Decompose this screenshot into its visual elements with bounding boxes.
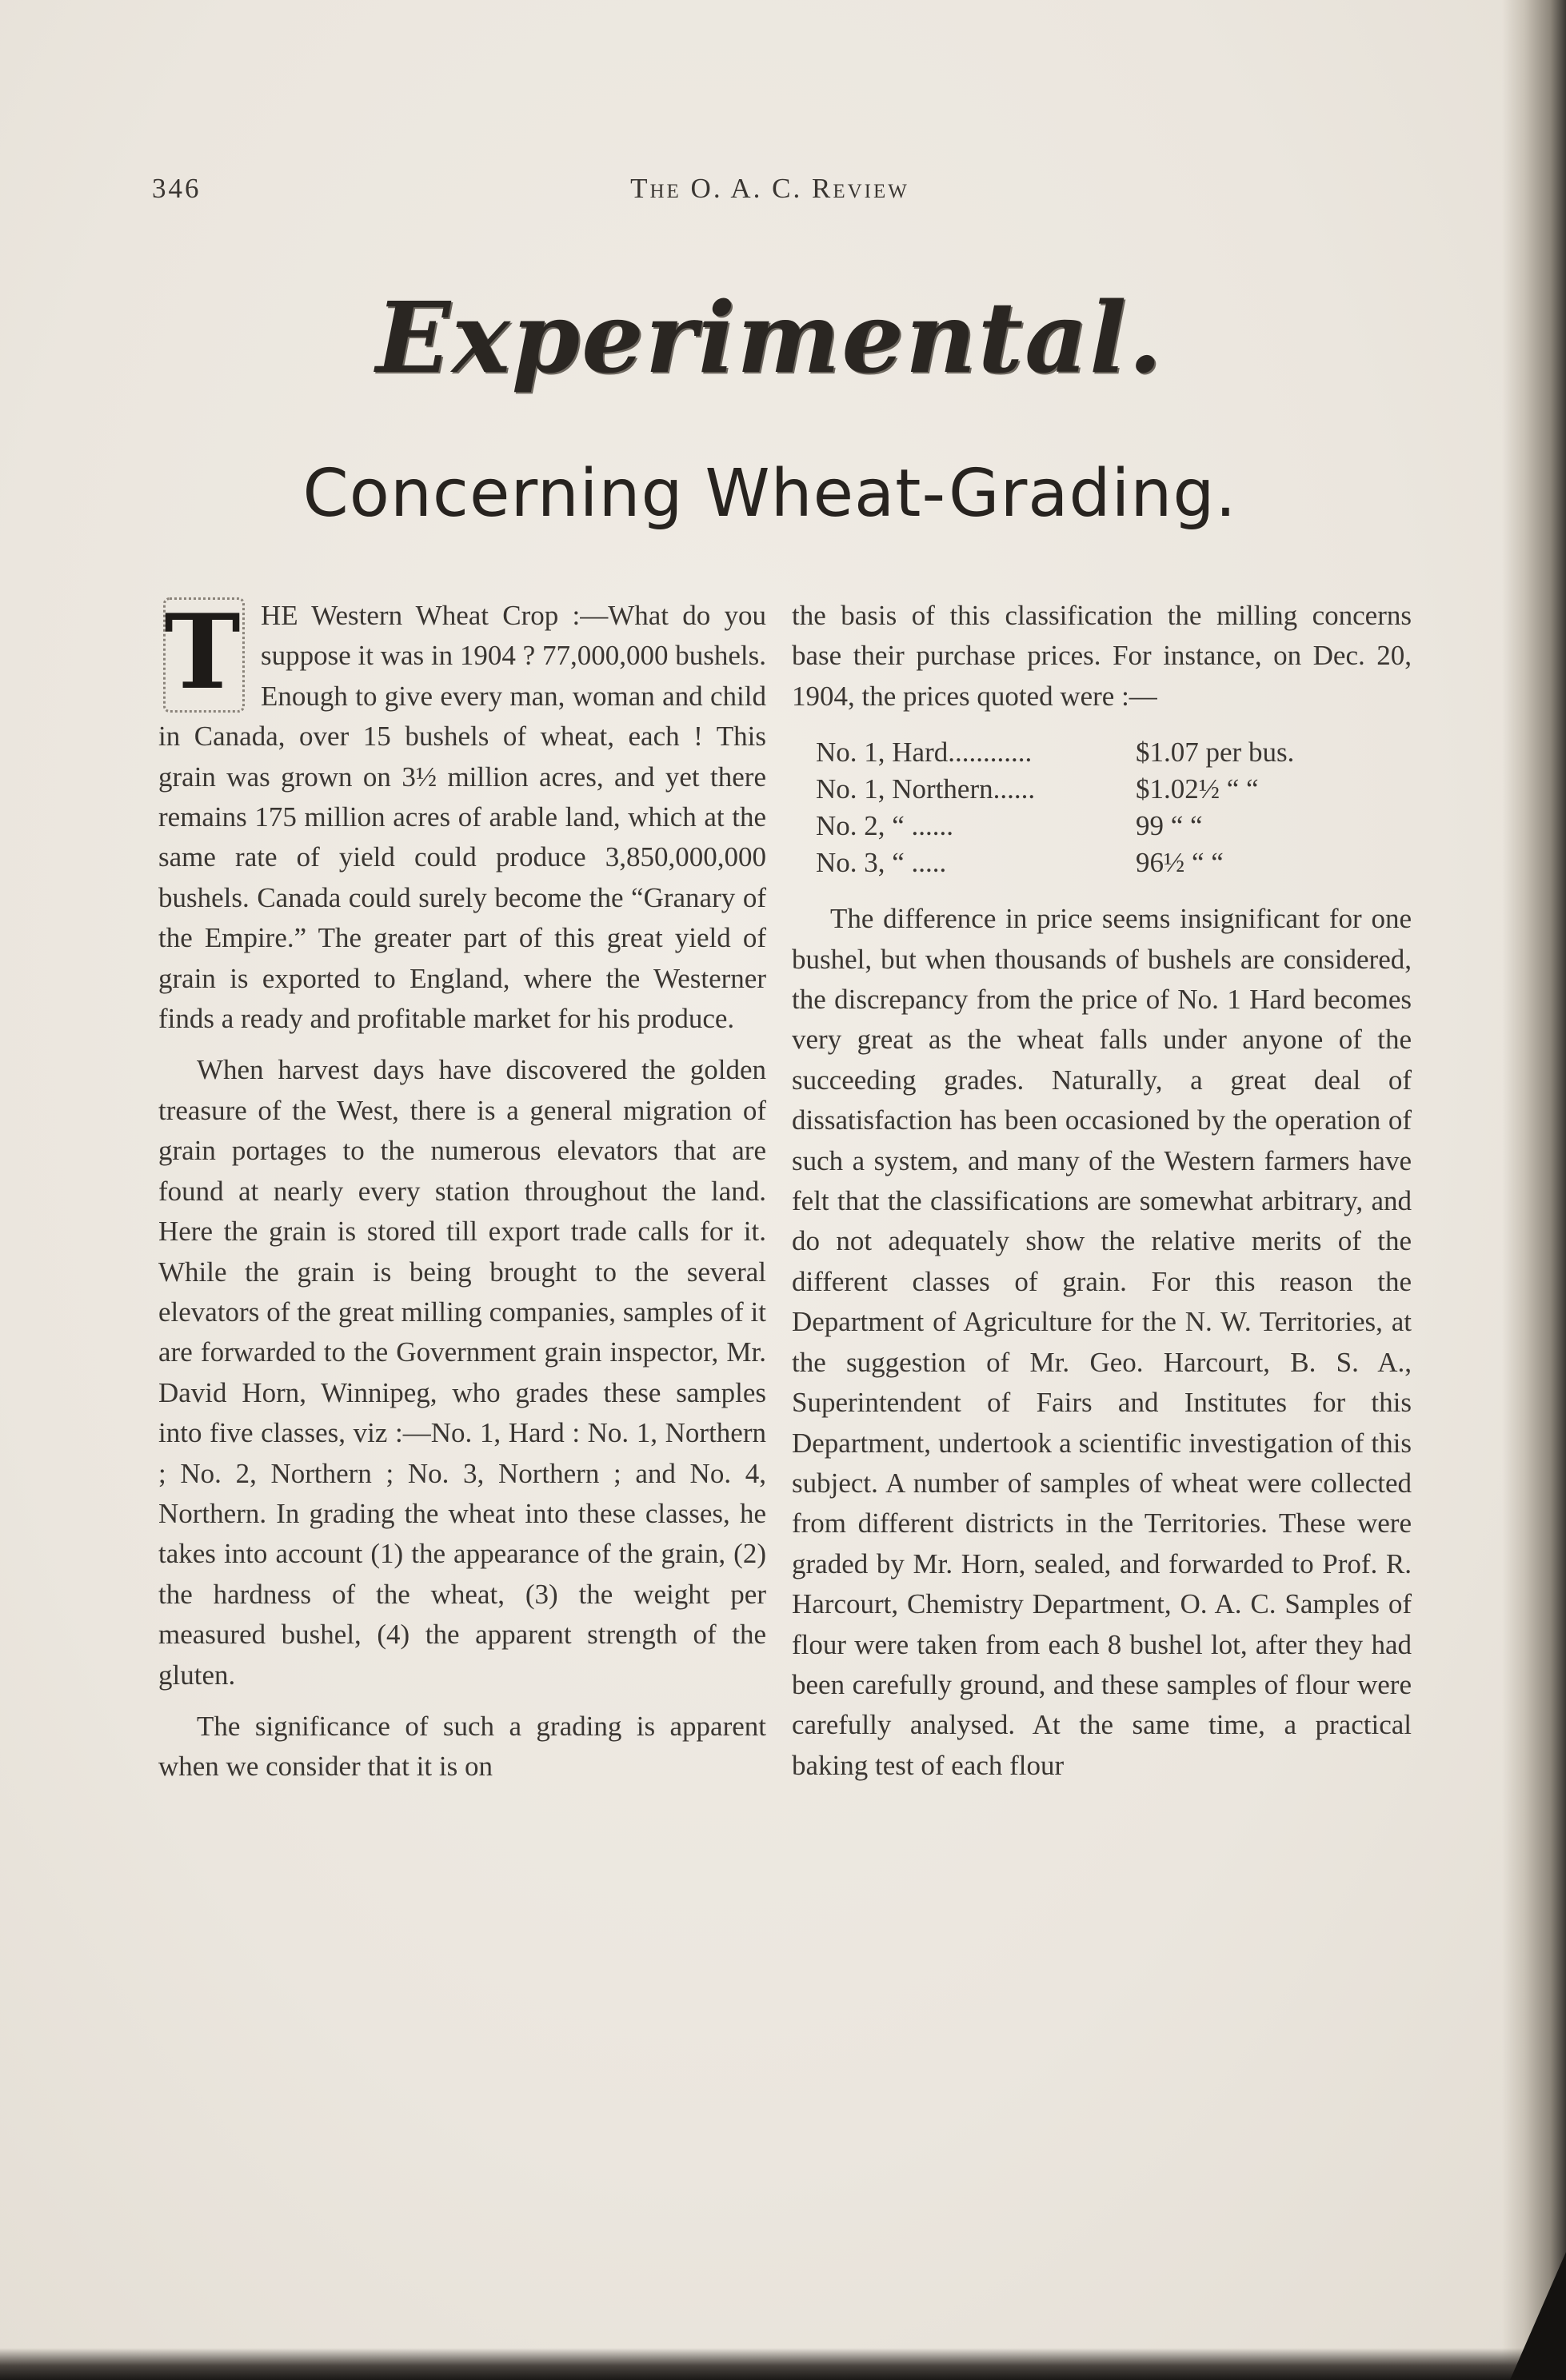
grade-cell: No. 3, “ .....: [816, 847, 947, 879]
table-row: [816, 845, 1376, 881]
journal-title: The O. A. C. Review: [630, 173, 909, 204]
page-corner-shadow: [1510, 2252, 1566, 2380]
running-head: [152, 173, 1388, 213]
price-table: [816, 734, 1376, 881]
price-cell: $1.02½ “ “: [1136, 773, 1259, 805]
paragraph: The difference in price seems insignificant for one bushel, but when thousands of bushels are considered, the discrepancy from the price of No. 1 Hard becomes very great as the wheat falls under anyone of the succeeding grades. Naturally, a great deal of dissatisfaction has been occasioned by the operation of such a system, and many of the Western farmers have felt that the classifications are somewhat arbitrary, and do not adequately show the relative merits of the different classes of grain. For this reason the Department of Agriculture for the N. W. Territories, at the suggestion of Mr. Geo. Harcourt, B. S. A., Superintendent of Fairs and Institutes for this Department, undertook a scientific investigation of this subject. A number of samples of wheat were collected from different districts in the Territories. These were graded by Mr. Horn, sealed, and forwarded to Prof. R. Harcourt, Chemistry Department, O. A. C. Samples of flour were taken from each 8 bushel lot, after they had been carefully ground, and these samples of flour were carefully analysed. At the same time, a practical baking test of each flour: [792, 903, 1412, 1781]
page-bottom-shadow: [0, 2348, 1566, 2380]
price-cell: 99 “ “: [1136, 810, 1203, 842]
paragraph: The significance of such a grading is apparent when we consider that it is on: [158, 1710, 766, 1783]
grade-cell: No. 1, Northern......: [816, 773, 1036, 805]
price-cell: 96½ “ “: [1136, 847, 1224, 879]
paragraph: the basis of this classification the milling concerns base their purchase prices. For instance, on Dec. 20, 1904, the prices quoted were :—: [792, 600, 1412, 712]
page-edge-shadow: [1502, 0, 1566, 2380]
table-row: [816, 808, 1376, 845]
page-number: 346: [152, 173, 202, 204]
grade-cell: No. 2, “ ......: [816, 810, 954, 842]
drop-cap-letter: T: [164, 593, 241, 713]
grade-cell: No. 1, Hard............: [816, 737, 1033, 769]
price-cell: $1.07 per bus.: [1136, 737, 1295, 769]
paragraph: When harvest days have discovered the golden treasure of the West, there is a general migration of grain portages to the numerous elevators that are found at nearly every station throughout the land. Here the grain is stored till export trade calls for it. While the grain is being brought to the several elevators of the great milling companies, samples of it are forwarded to the Government grain inspector, Mr. David Horn, Winnipeg, who grades these samples into five classes, viz :—No. 1, Hard : No. 1, Northern ; No. 2, Northern ; No. 3, Northern ; and No. 4, Northern. In grading the wheat into these classes, he takes into account (1) the appearance of the grain, (2) the hardness of the wheat, (3) the weight per measured bushel, (4) the apparent strength of the gluten.: [158, 1054, 766, 1691]
right-column: [792, 596, 1412, 1797]
section-title: Experimental.: [376, 280, 1164, 395]
table-row: [816, 734, 1376, 771]
left-column: [158, 593, 766, 1799]
paragraph-text: HE Western Wheat Crop :—What do you suppose it was in 1904 ? 77,000,000 bushels. Enough to give every man, woman and child in Canada, over 15 bushels of wheat, each ! This grain was grown on 3½ million acres, and yet there remains 175 million acres of arable land, which at the same rate of yield could produce 3,850,000,000 bushels. Canada could surely become the “Granary of the Empire.” The greater part of this great yield of grain is exported to England, where the Westerner finds a ready and profitable market for his produce.: [158, 600, 766, 1035]
drop-cap-ornament: [158, 593, 246, 713]
paragraph: [158, 593, 766, 1039]
table-row: [816, 771, 1376, 808]
article-title: Concerning Wheat-Grading.: [302, 456, 1237, 532]
